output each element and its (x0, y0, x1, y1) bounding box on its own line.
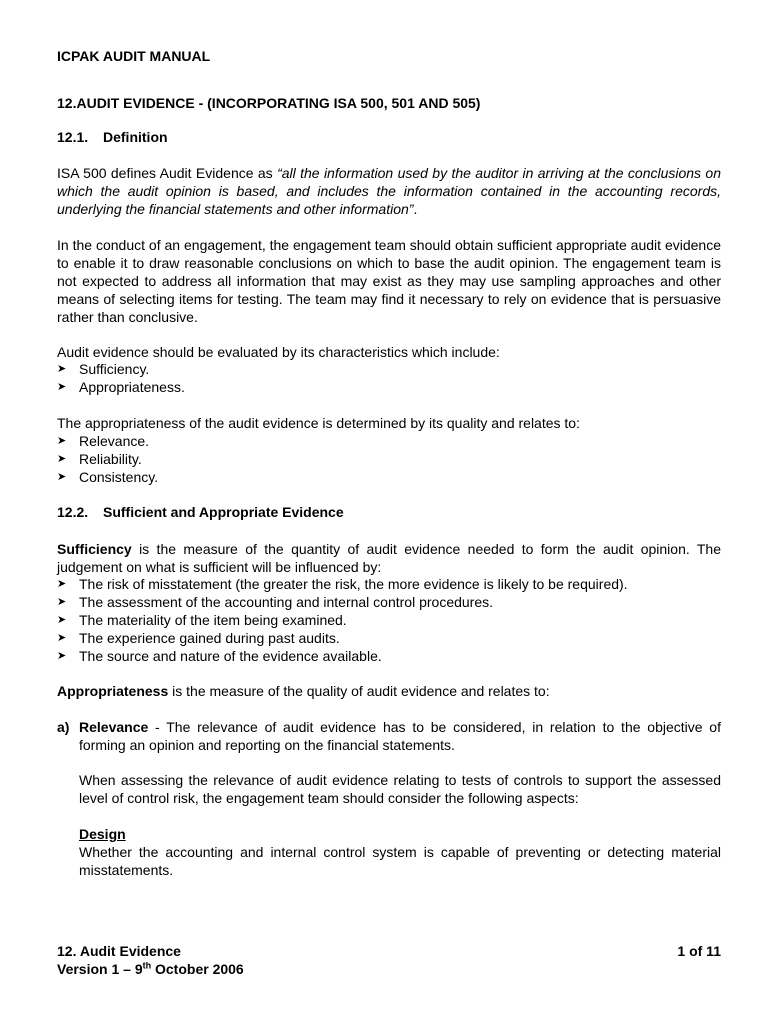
list-item-text: The assessment of the accounting and internal control procedures. (79, 594, 494, 610)
list-item (57, 378, 721, 396)
section-title: AUDIT EVIDENCE - (INCORPORATING ISA 500, 501 AND 505) (76, 95, 481, 111)
sufficiency-paragraph (57, 540, 721, 576)
list-item (57, 611, 721, 629)
characteristics-intro: Audit evidence should be evaluated by its characteristics which include: (57, 344, 500, 360)
list-item-text: Relevance. (79, 433, 150, 449)
arrowhead-bullet-icon: ➤ (57, 614, 67, 626)
appropriateness-term: Appropriateness (57, 683, 169, 699)
item-label: a) (57, 719, 70, 735)
subsection-number: 12.1. (57, 129, 89, 145)
arrowhead-bullet-icon: ➤ (57, 381, 67, 393)
footer-chapter: 12. Audit Evidence (57, 943, 181, 959)
relevance-item (57, 718, 721, 754)
list-item-text: The materiality of the item being examined. (79, 612, 347, 628)
list-item (57, 647, 721, 665)
list-item (57, 575, 721, 593)
arrowhead-bullet-icon: ➤ (57, 632, 67, 644)
design-heading (57, 825, 721, 843)
footer (57, 942, 721, 960)
subsection-heading-12-2 (57, 503, 721, 521)
list-item-text: Sufficiency. (79, 361, 150, 377)
list-item (57, 432, 721, 450)
section-number: 12. (57, 95, 77, 111)
arrowhead-bullet-icon: ➤ (57, 578, 67, 590)
design-heading-text: Design (79, 826, 126, 842)
definition-quote: “all the information used by the auditor in arriving at the conclusions on which the audit opinion is based, and includes the information contained in the accounting records, underlying the financial statements and other information” (57, 165, 722, 217)
list-item (57, 450, 721, 468)
arrowhead-bullet-icon: ➤ (57, 471, 67, 483)
controls-paragraph: When assessing the relevance of audit evidence relating to tests of controls to support the assessed level of control risk, the engagement team should consider the following aspects: (79, 772, 721, 806)
sufficiency-factors-list (57, 575, 721, 665)
arrowhead-bullet-icon: ➤ (57, 363, 67, 375)
page-number: 1 of 11 (677, 943, 721, 959)
manual-title: ICPAK AUDIT MANUAL (57, 48, 211, 64)
list-item-text: Reliability. (79, 451, 142, 467)
footer-version (57, 960, 721, 978)
list-item-text: The experience gained during past audits. (79, 630, 340, 646)
list-item (57, 468, 721, 486)
subsection-heading-12-1 (57, 128, 721, 146)
relevance-paragraph (57, 718, 721, 754)
definition-paragraph (57, 164, 721, 218)
version-sup: th (142, 960, 152, 971)
definition-end: . (413, 201, 418, 217)
list-item (57, 360, 721, 378)
appropriateness-text: is the measure of the quality of audit evidence and relates to: (168, 683, 550, 699)
relevance-term: Relevance (79, 719, 149, 735)
list-item (57, 629, 721, 647)
arrowhead-bullet-icon: ➤ (57, 596, 67, 608)
appropriateness-paragraph (57, 682, 721, 700)
relevance-text: - The relevance of audit evidence has to be considered, in relation to the objective of forming an opinion and reporting on the financial statements. (79, 719, 721, 753)
quality-list (57, 432, 721, 486)
sufficiency-term: Sufficiency (57, 541, 132, 557)
definition-lead: ISA 500 defines Audit Evidence as (57, 165, 278, 181)
engagement-paragraph: In the conduct of an engagement, the engagement team should obtain sufficient appropriate audit evidence to enable it to draw reasonable conclusions on which to base the audit opinion. The engagement team is not expected to address all information that may exist as they may use sampling approaches and other means of selecting items for testing. The team may find it necessary to rely on evidence that is persuasive rather than conclusive. (57, 237, 721, 325)
list-item-text: The source and nature of the evidence available. (79, 648, 382, 664)
version-prefix: Version 1 – 9 (57, 961, 143, 977)
list-item (57, 593, 721, 611)
version-suffix: October 2006 (151, 961, 244, 977)
list-item-text: Appropriateness. (79, 379, 185, 395)
arrowhead-bullet-icon: ➤ (57, 453, 67, 465)
subsection-title: Sufficient and Appropriate Evidence (103, 504, 344, 520)
appropriateness-intro: The appropriateness of the audit evidence is determined by its quality and relates to: (57, 415, 580, 431)
list-item-text: The risk of misstatement (the greater the risk, the more evidence is likely to be required). (79, 576, 628, 592)
section-heading (57, 94, 721, 112)
design-paragraph: Whether the accounting and internal control system is capable of preventing or detecting material misstatements. (79, 844, 721, 878)
arrowhead-bullet-icon: ➤ (57, 435, 67, 447)
subsection-number: 12.2. (57, 504, 89, 520)
characteristics-list (57, 360, 721, 396)
list-item-text: Consistency. (79, 469, 159, 485)
arrowhead-bullet-icon: ➤ (57, 650, 67, 662)
subsection-title: Definition (103, 129, 168, 145)
sufficiency-text: is the measure of the quantity of audit evidence needed to form the audit opinion. The judgement on what is sufficient will be influenced by: (57, 541, 721, 575)
